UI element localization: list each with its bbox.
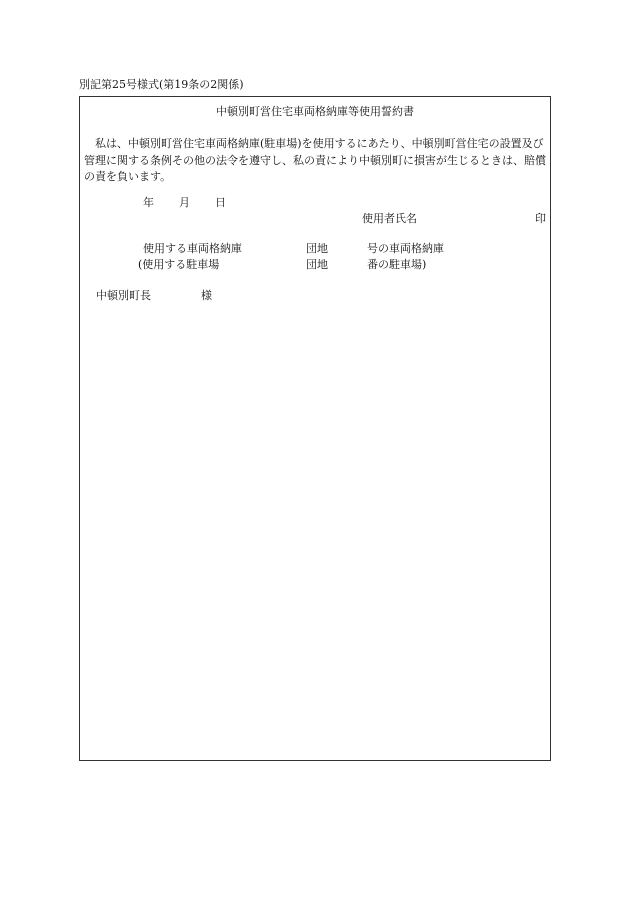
parking-danchi: 団地 (306, 258, 328, 271)
seal-mark: 印 (535, 212, 546, 225)
addressee-honorific: 様 (201, 289, 212, 302)
addressee-name: 中頓別町長 (96, 289, 151, 302)
parking-label: (使用する駐車場 (138, 258, 220, 271)
document-frame (79, 96, 551, 761)
date-month: 月 (179, 196, 190, 209)
user-name-label: 使用者氏名 (362, 212, 417, 225)
garage-danchi: 団地 (306, 242, 328, 255)
pledge-body: 私は、中頓別町営住宅車両格納庫(駐車場)を使用するにあたり、中頓別町営住宅の設置及び管理に関する条例その他の法令を遵守し、私の責により中頓別町に損害が生じるときは、賠償の責を負います。 (84, 137, 546, 183)
date-year: 年 (143, 196, 154, 209)
garage-number: 号の車両格納庫 (367, 242, 444, 255)
document-title: 中頓別町営住宅車両格納庫等使用誓約書 (216, 105, 414, 118)
form-reference: 別記第25号様式(第19条の2関係) (79, 78, 244, 91)
garage-label: 使用する車両格納庫 (143, 242, 242, 255)
parking-number: 番の駐車場) (367, 258, 427, 271)
date-day: 日 (215, 196, 226, 209)
